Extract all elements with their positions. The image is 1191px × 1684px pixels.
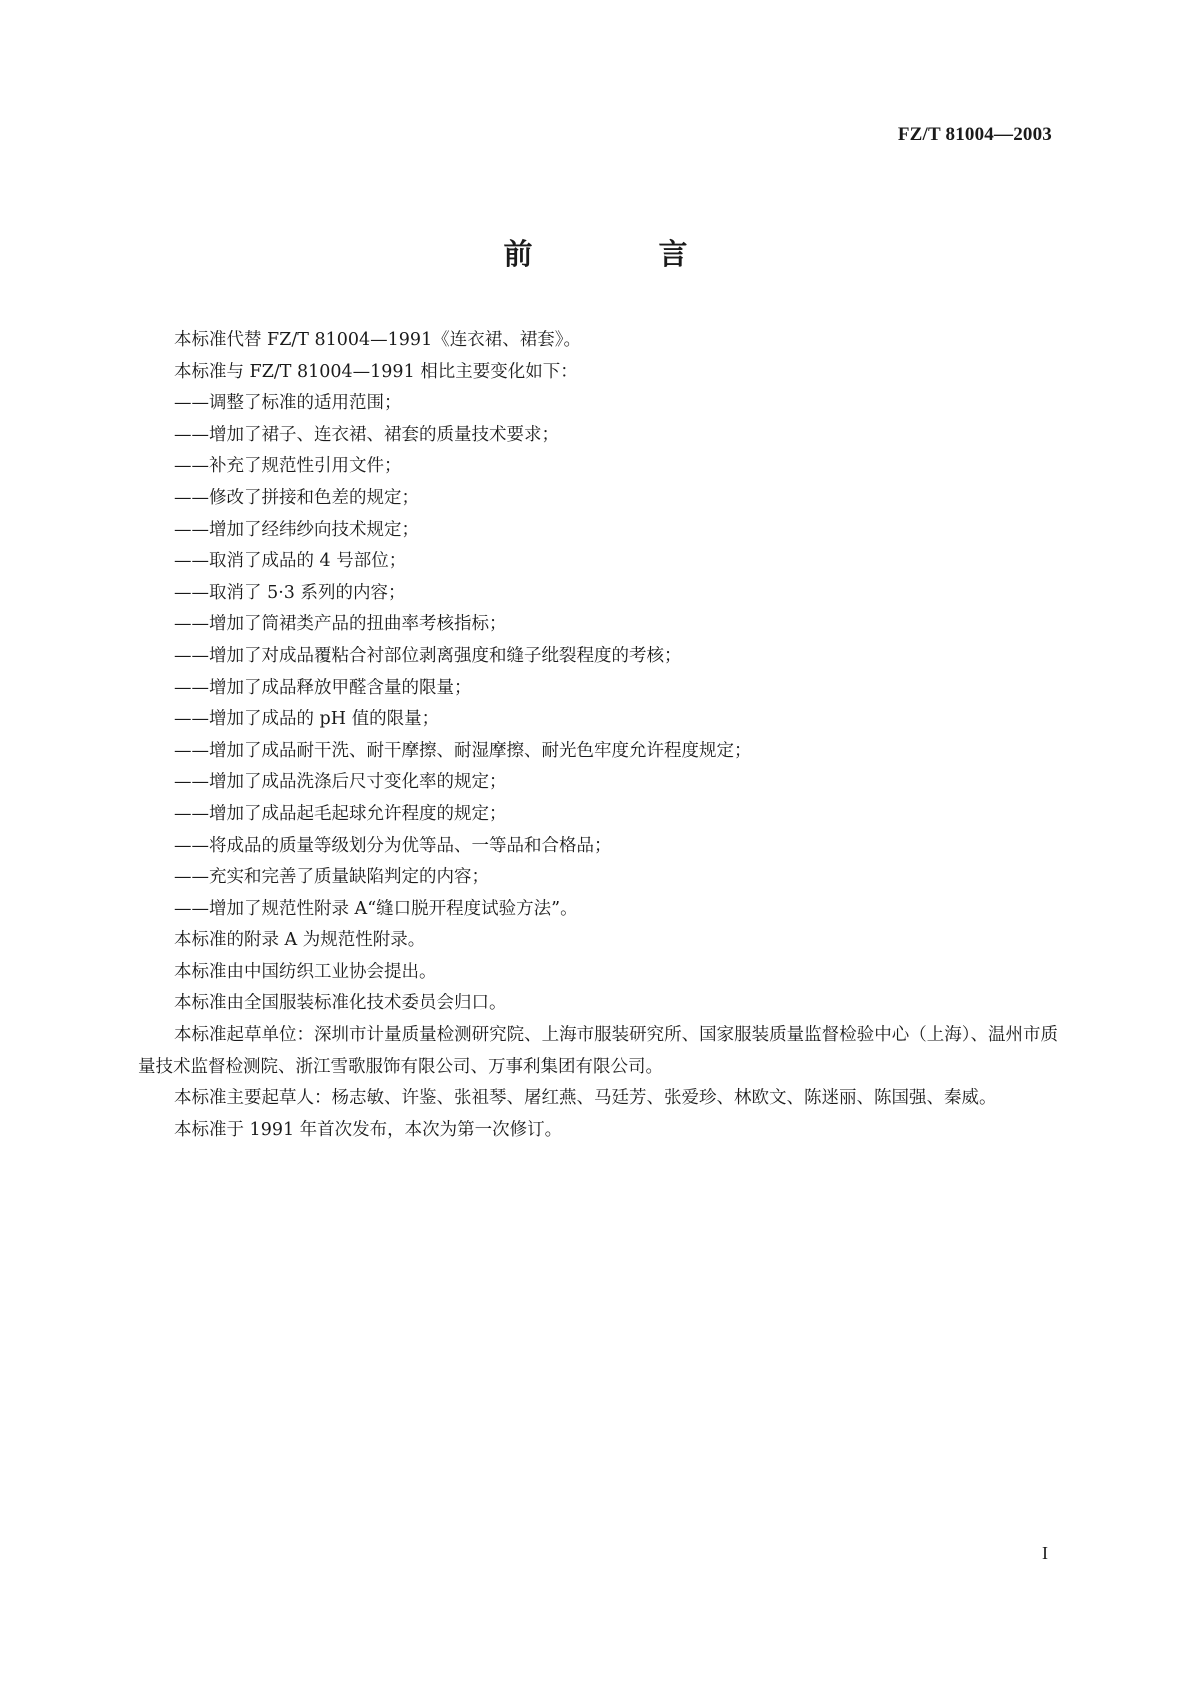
- change-item: ——增加了经纬纱向技术规定；: [174, 519, 419, 540]
- change-item: ——充实和完善了质量缺陷判定的内容；: [174, 867, 489, 888]
- change-item: ——增加了对成品覆粘合衬部位剥离强度和缝子纰裂程度的考核；: [174, 645, 682, 666]
- page-number: I: [1042, 1543, 1048, 1563]
- paragraph-drafting-units: 本标准起草单位：深圳市计量质量检测研究院、上海市服装研究所、国家服装质量监督检验中心（上海）、温州市质量技术监督检测院、浙江雪歌服饰有限公司、万事利集团有限公司。: [138, 1025, 1058, 1077]
- paragraph-replaces: 本标准代替 FZ/T 81004—1991《连衣裙、裙套》。: [174, 330, 581, 350]
- change-item: ——取消了成品的 4 号部位；: [174, 551, 407, 572]
- page-title: 前 言: [503, 237, 746, 271]
- change-item: ——增加了成品耐干洗、耐干摩擦、耐湿摩擦、耐光色牢度允许程度规定；: [174, 740, 752, 761]
- change-item: ——修改了拼接和色差的规定；: [174, 487, 419, 508]
- paragraph-appendix: 本标准的附录 A 为规范性附录。: [174, 930, 426, 951]
- change-item: ——将成品的质量等级划分为优等品、一等品和合格品；: [174, 835, 612, 856]
- paragraph-proposer: 本标准由中国纺织工业协会提出。: [174, 961, 437, 982]
- foreword-body: [138, 325, 1058, 1146]
- standard-code: FZ/T 81004—2003: [897, 124, 1052, 145]
- paragraph-history: 本标准于 1991 年首次发布，本次为第一次修订。: [174, 1119, 563, 1140]
- change-item: ——调整了标准的适用范围；: [174, 393, 402, 414]
- paragraph-changes-intro: 本标准与 FZ/T 81004—1991 相比主要变化如下：: [174, 361, 578, 382]
- change-item: ——增加了成品的 pH 值的限量；: [174, 709, 440, 730]
- change-item: ——取消了 5·3 系列的内容；: [174, 582, 406, 603]
- change-item: ——补充了规范性引用文件；: [174, 456, 402, 477]
- paragraph-drafters: 本标准主要起草人：杨志敏、许鉴、张祖琴、屠红燕、马廷芳、张爱珍、林欧文、陈迷丽、陈国强、秦威。: [174, 1088, 997, 1109]
- change-item: ——增加了成品释放甲醛含量的限量；: [174, 677, 472, 698]
- change-item: ——增加了裙子、连衣裙、裙套的质量技术要求；: [174, 424, 559, 445]
- paragraph-committee: 本标准由全国服装标准化技术委员会归口。: [174, 993, 507, 1014]
- change-item: ——增加了成品洗涤后尺寸变化率的规定；: [174, 772, 507, 793]
- change-item: ——增加了成品起毛起球允许程度的规定；: [174, 803, 507, 824]
- change-item: ——增加了筒裙类产品的扭曲率考核指标；: [174, 614, 507, 635]
- change-item: ——增加了规范性附录 A“缝口脱开程度试验方法”。: [174, 898, 578, 919]
